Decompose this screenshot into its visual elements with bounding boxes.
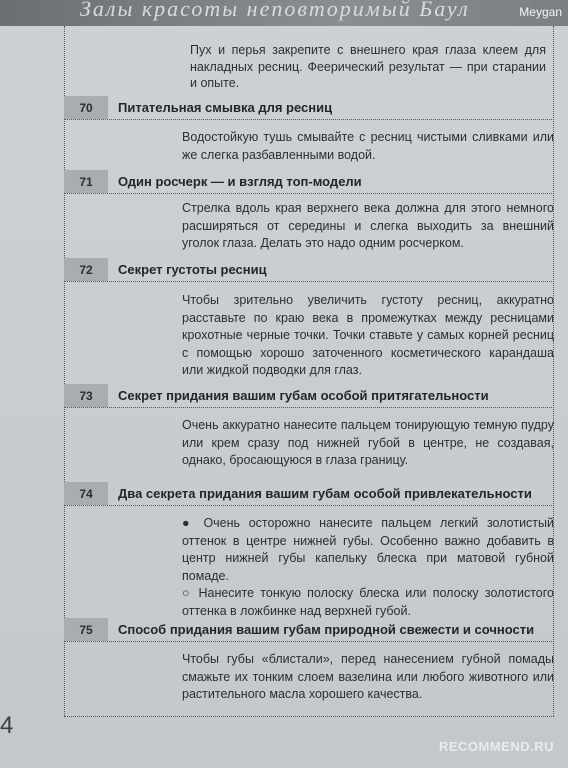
tip-body bbox=[182, 651, 554, 704]
tip-paragraph-bullet-1: ● Очень осторожно нанесите пальцем легкий золотистый оттенок в центре нижней губы. Особенно важно добавить в центр нижней губы капельку блеска при матовой губной помаде. bbox=[182, 516, 554, 583]
tip-body bbox=[182, 417, 554, 470]
intro-paragraph: Пух и перья закрепите с внешнего края глаза клеем для накладных ресниц. Феерический результат — при старании и опыте. bbox=[190, 43, 546, 90]
tip-number: 75 bbox=[64, 618, 108, 641]
tip-section-75 bbox=[64, 618, 554, 701]
tip-paragraph: Водостойкую тушь смывайте с ресниц чистыми сливками или же слегка разбавленными водой. bbox=[182, 130, 554, 162]
tip-body bbox=[182, 515, 554, 620]
tip-title: Два секрета придания вашим губам особой привлекательности bbox=[118, 486, 532, 501]
tip-header bbox=[64, 96, 554, 120]
tip-title: Питательная смывка для ресниц bbox=[118, 100, 333, 115]
tip-title: Способ придания вашим губам природной свежести и сочности bbox=[118, 622, 535, 637]
tip-section-71 bbox=[64, 170, 554, 250]
tip-number: 72 bbox=[64, 258, 108, 281]
tip-number: 74 bbox=[64, 482, 108, 505]
tip-section-72 bbox=[64, 258, 554, 377]
tip-paragraph: Чтобы губы «блистали», перед нанесением губной помады смажьте их тонким слоем вазелина или любого животного или растительного масла хорошего качества. bbox=[182, 652, 554, 701]
tip-body bbox=[182, 129, 554, 164]
tip-title: Один росчерк — и взгляд топ-модели bbox=[118, 174, 362, 189]
left-dotted-border bbox=[64, 26, 65, 716]
tip-paragraph: Стрелка вдоль края верхнего века должна для этого немного расширяться от середины и слегка выходить за внешний уголок глаза. Делать это надо одним росчерком. bbox=[182, 201, 554, 250]
tip-number: 71 bbox=[64, 170, 108, 193]
tip-number: 73 bbox=[64, 384, 108, 407]
page-number: 4 bbox=[0, 712, 14, 739]
tip-paragraph-bullet-2: ○ Нанесите тонкую полоску блеска или полоску золотистого оттенка в ложбинке над верхней губой. bbox=[182, 586, 554, 618]
tip-section-70 bbox=[64, 96, 554, 162]
tip-header bbox=[64, 384, 554, 408]
tip-paragraph: Очень аккуратно нанесите пальцем тонирующую темную пудру или крем сразу под нижней губой в центре, не создавая, однако, бросающуюся в глаза границу. bbox=[182, 418, 554, 467]
tip-number: 70 bbox=[64, 96, 108, 119]
banner-text: Залы красоты неповторимый Баул bbox=[80, 0, 470, 21]
tip-body bbox=[182, 292, 554, 380]
tip-header bbox=[64, 618, 554, 642]
page-banner bbox=[0, 0, 568, 26]
tip-header bbox=[64, 258, 554, 282]
author-watermark: Meygan bbox=[519, 5, 562, 19]
tip-section-73 bbox=[64, 384, 554, 467]
tip-body bbox=[182, 200, 554, 253]
tip-paragraph: Чтобы зрительно увеличить густоту ресниц, аккуратно расставьте по краю века в промежутках между ресницами крохотные черные точки. Точки ставьте у самых корней ресниц с помощью хорошо заточенного косметического карандаша или жидкой подводки для глаз. bbox=[182, 293, 554, 377]
site-watermark: RECOMMEND.RU bbox=[438, 739, 554, 754]
tip-header bbox=[64, 482, 554, 506]
tip-title: Секрет придания вашим губам особой притягательности bbox=[118, 388, 489, 403]
tip-title: Секрет густоты ресниц bbox=[118, 262, 267, 277]
tip-section-74 bbox=[64, 482, 554, 618]
tip-header bbox=[64, 170, 554, 194]
bottom-dotted-border bbox=[64, 716, 554, 717]
